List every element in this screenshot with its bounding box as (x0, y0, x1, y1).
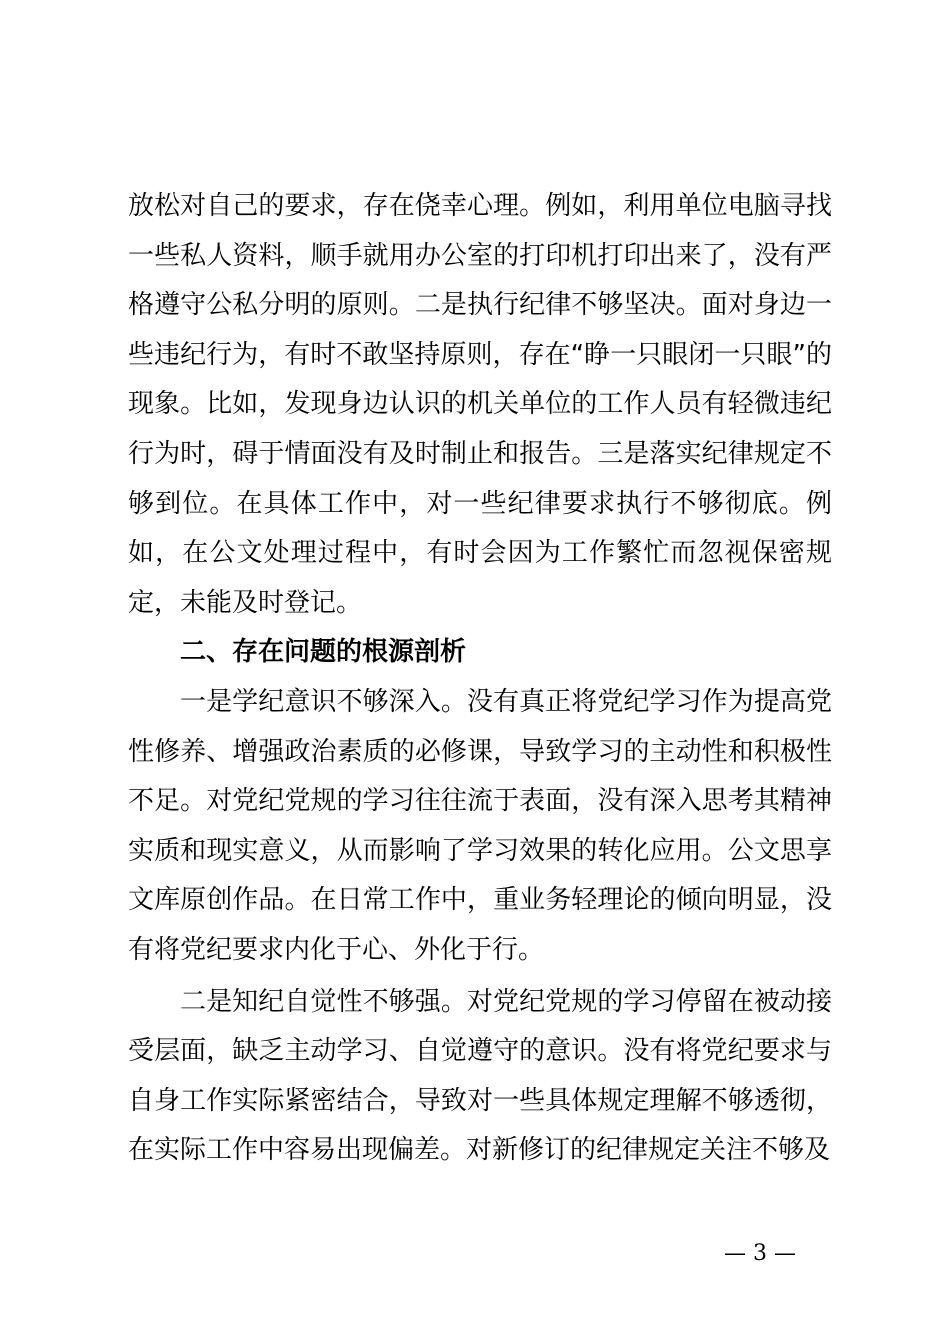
page-number: — 3 — (724, 1241, 796, 1266)
section-heading: 二、存在问题的根源剖析 (180, 637, 467, 668)
paragraph-root-cause-1: 一是学纪意识不够深入。没有真正将党纪学习作为提高党性修养、增强政治素质的必修课，导致学习的主动性和积极性不足。对党纪党规的学习往往流于表面，没有深入思考其精神实质和现实意义，从而影响了学习效果的转化应用。公文思享文库原创作品。在日常工作中，重业务轻理论的倾向明显，没有将党纪要求内化于心、外化于行。 (128, 686, 832, 965)
paragraph-root-cause-2: 二是知纪自觉性不够强。对党纪党规的学习停留在被动接受层面，缺乏主动学习、自觉遵守的意识。没有将党纪要求与自身工作实际紧密结合，导致对一些具体规定理解不够透彻，在实际工作中容易出现偏差。对新修订的纪律规定关注不够及 (128, 986, 832, 1166)
paragraph-continuation: 放松对自己的要求，存在侥幸心理。例如，利用单位电脑寻找一些私人资料，顺手就用办公室的打印机打印出来了，没有严格遵守公私分明的原则。二是执行纪律不够坚决。面对身边一些违纪行为，有时不敢坚持原则，存在“睁一只眼闭一只眼”的现象。比如，发现身边认识的机关单位的工作人员有轻微违纪行为时，碍于情面没有及时制止和报告。三是落实纪律规定不够到位。在具体工作中，对一些纪律要求执行不够彻底。例如，在公文处理过程中，有时会因为工作繁忙而忽视保密规定，未能及时登记。 (128, 191, 832, 618)
document-body (128, 182, 832, 1176)
